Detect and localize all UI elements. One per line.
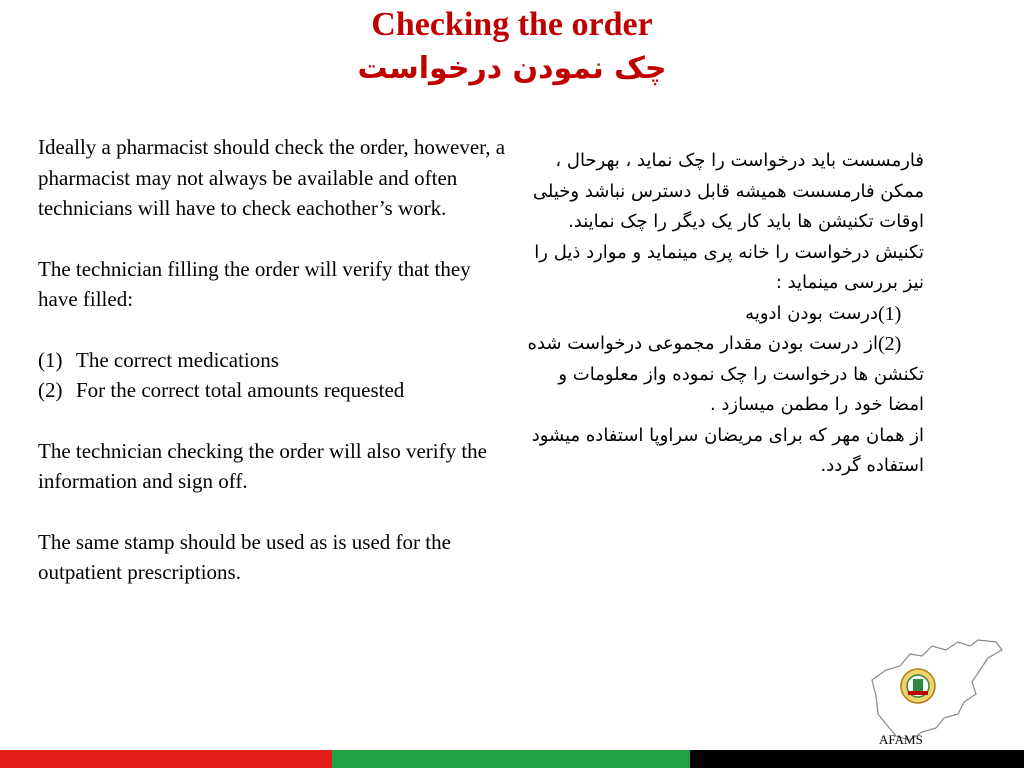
slide-title: Checking the order <box>371 6 653 43</box>
english-text-column <box>38 132 508 588</box>
paragraph-stamp-dari: از همان مهر که برای مریضان سراوپا استفاده میشود استفاده گردد. <box>531 424 924 476</box>
list-item <box>520 299 924 330</box>
afghanistan-map-logo-icon <box>866 636 1006 744</box>
list-item <box>38 345 508 376</box>
list-text: The correct medications <box>76 347 279 372</box>
paragraph-technician-verify: The technician filling the order will verify that they have filled: <box>38 256 471 311</box>
slide-subtitle-dari: چک نمودن درخواست <box>357 51 667 86</box>
afams-label: AFAMS <box>879 732 923 747</box>
list-text: For the correct total amounts requested <box>76 378 405 402</box>
list-text: درست بودن ادویه <box>745 302 878 324</box>
paragraph-sign-off: The technician checking the order will also verify the information and sign off. <box>38 438 487 493</box>
list-number: (2) <box>38 378 63 402</box>
list-item <box>520 329 924 360</box>
list-text: از درست بودن مقدار مجموعی درخواست شده <box>527 333 878 354</box>
list-item <box>38 375 508 406</box>
footer-bar-black <box>690 750 1024 768</box>
verify-list <box>38 345 508 406</box>
paragraph-sign-off-dari: تکنشن ها درخواست را چک نموده واز معلومات و امضا خود را مطمن میسازد . <box>558 363 924 415</box>
paragraph-pharmacist-check-dari: فارمسست باید درخواست را چک نماید ، بهرحال ، ممکن فارمسست همیشه قابل دسترس نباشد وخیلی اوقات تکنیشن ها باید کار یک دیگر را چک نمایند. <box>532 150 924 232</box>
dari-text-column <box>520 146 924 482</box>
paragraph-pharmacist-check: Ideally a pharmacist should check the order, however, a pharmacist may not always be available and often technicians will have to check eachother’s work. <box>38 135 506 220</box>
paragraph-stamp: The same stamp should be used as is used for the outpatient prescriptions. <box>38 529 451 584</box>
footer-bar-red <box>0 750 332 768</box>
paragraph-technician-verify-dari: تکنیش درخواست را خانه پری مینماید و موارد ذیل را نیز بررسی مینماید : <box>534 241 924 293</box>
list-number: (2) <box>878 333 902 355</box>
list-number: (1) <box>878 302 902 325</box>
list-number: (1) <box>38 347 63 372</box>
footer-bar-green <box>332 750 690 768</box>
